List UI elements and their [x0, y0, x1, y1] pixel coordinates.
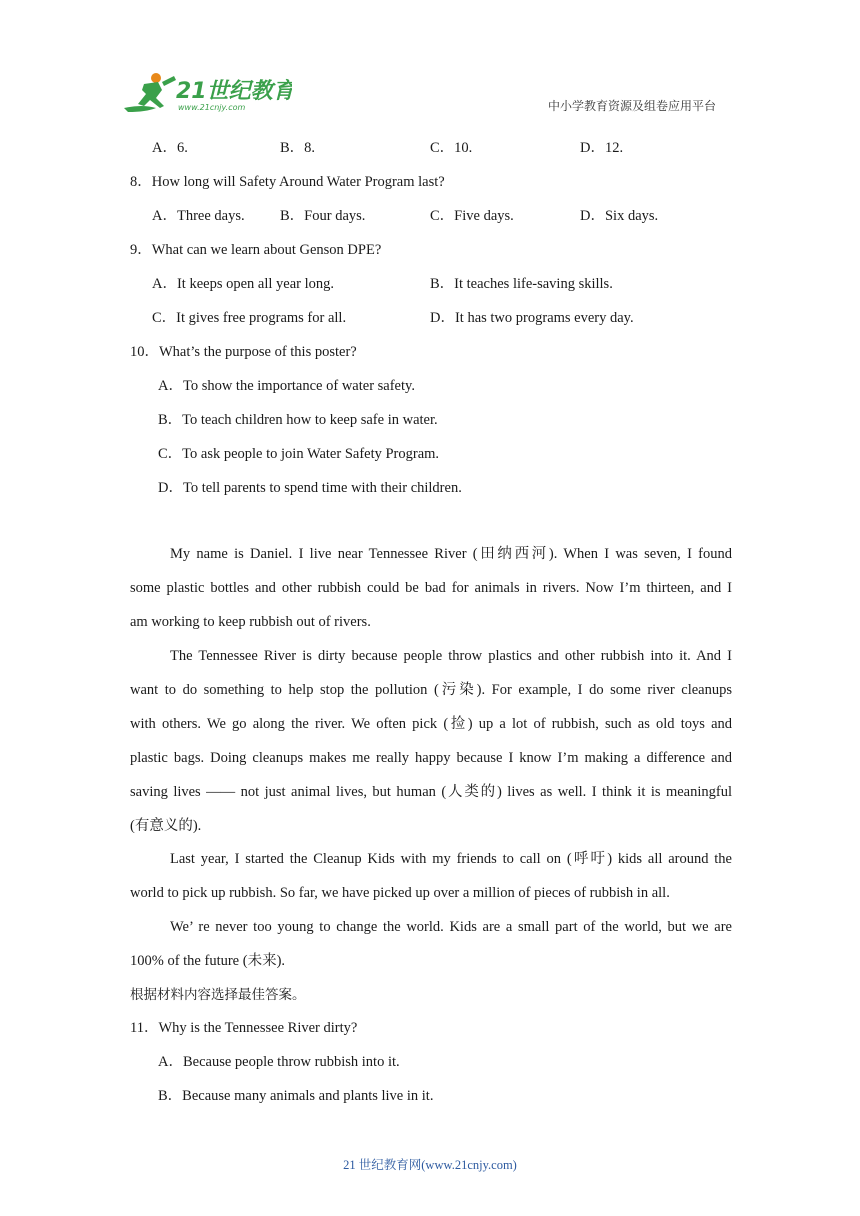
passage-line: We’ re never too young to change the world. Kids are a small part of the world, but we are	[170, 919, 732, 935]
q8-option-a[interactable]: A．Three days.	[152, 208, 245, 224]
passage-line: Last year, I started the Cleanup Kids with my friends to call on (呼吁) kids all around the	[170, 851, 732, 867]
q11-question: 11．Why is the Tennessee River dirty?	[130, 1020, 358, 1036]
q11-option-a[interactable]: A．Because people throw rubbish into it.	[158, 1054, 400, 1070]
q9-option-b[interactable]: B．It teaches life-saving skills.	[430, 276, 613, 292]
q10-option-d[interactable]: D．To tell parents to spend time with their children.	[158, 480, 462, 496]
passage-line: My name is Daniel. I live near Tennessee River (田纳西河). When I was seven, I found	[170, 546, 732, 562]
passage-line: saving lives —— not just animal lives, but human (人类的) lives as well. I think it is meaningful	[130, 784, 732, 800]
q10-question: 10．What’s the purpose of this poster?	[130, 344, 357, 360]
q10-option-b[interactable]: B．To teach children how to keep safe in water.	[158, 412, 438, 428]
q10-option-a[interactable]: A．To show the importance of water safety.	[158, 378, 415, 394]
passage-line: some plastic bottles and other rubbish could be bad for animals in rivers. Now I’m thirteen, and I	[130, 580, 732, 596]
q8-option-d[interactable]: D．Six days.	[580, 208, 659, 224]
passage-line: want to do something to help stop the pollution (污染). For example, I do some river cleanups	[130, 682, 732, 698]
runner-logo-icon	[122, 68, 292, 116]
q7-option-b[interactable]: B．8.	[280, 140, 316, 156]
q7-option-c[interactable]: C．10.	[430, 140, 473, 156]
passage-line: The Tennessee River is dirty because people throw plastics and other rubbish into it. And I	[170, 648, 732, 664]
footer-link[interactable]: 21 世纪教育网(www.21cnjy.com)	[343, 1158, 517, 1172]
logo-text: 21世纪教育	[176, 79, 292, 104]
q9-option-a[interactable]: A．It keeps open all year long.	[152, 276, 335, 292]
q9-question: 9．What can we learn about Genson DPE?	[130, 242, 382, 258]
instruction-text: 根据材料内容选择最佳答案。	[130, 987, 306, 1003]
header-platform-text: 中小学教育资源及组卷应用平台	[548, 99, 717, 113]
q7-option-a[interactable]: A．6.	[152, 140, 188, 156]
passage-line: 100% of the future (未来).	[130, 953, 286, 969]
q8-option-b[interactable]: B．Four days.	[280, 208, 366, 224]
passage-line: (有意义的).	[130, 818, 202, 834]
passage-line: world to pick up rubbish. So far, we have picked up over a million of pieces of rubbish in all.	[130, 885, 670, 901]
q11-option-b[interactable]: B．Because many animals and plants live in it.	[158, 1088, 434, 1104]
q8-question: 8．How long will Safety Around Water Program last?	[130, 174, 445, 190]
passage-line: with others. We go along the river. We often pick (捡) up a lot of rubbish, such as old toys and	[130, 716, 732, 732]
q10-option-c[interactable]: C．To ask people to join Water Safety Program.	[158, 446, 440, 462]
passage-line: plastic bags. Doing cleanups makes me really happy because I know I’m making a difference and	[130, 750, 732, 766]
q8-option-c[interactable]: C．Five days.	[430, 208, 514, 224]
passage-line: am working to keep rubbish out of rivers.	[130, 614, 371, 630]
q7-option-d[interactable]: D．12.	[580, 140, 624, 156]
site-logo	[122, 68, 292, 116]
q9-option-c[interactable]: C．It gives free programs for all.	[152, 310, 347, 326]
logo-url-text: www.21cnjy.com	[178, 103, 246, 112]
q9-option-d[interactable]: D．It has two programs every day.	[430, 310, 634, 326]
